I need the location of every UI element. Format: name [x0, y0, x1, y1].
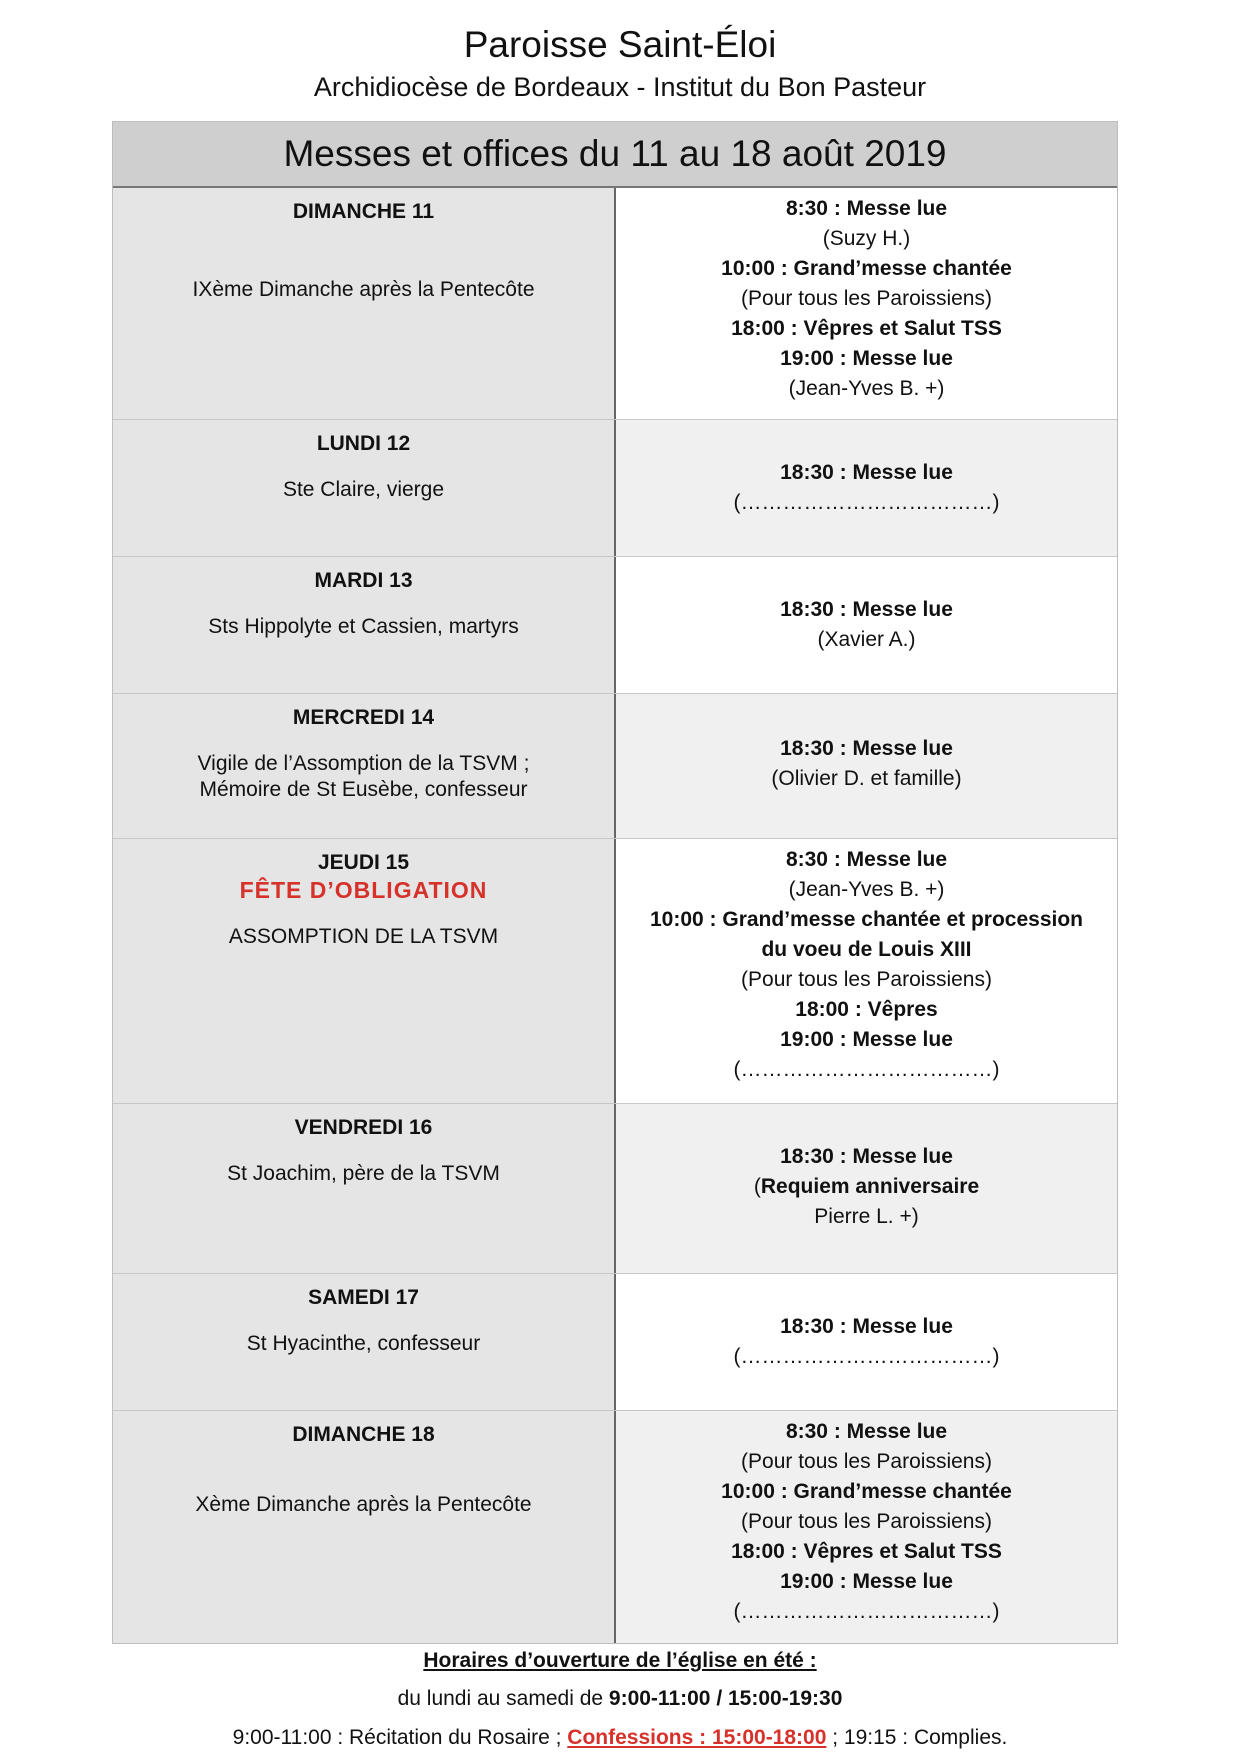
mass-time: 10:00 :	[721, 1480, 788, 1503]
day-label: MERCREDI 14	[292, 706, 435, 729]
mass-label: Vêpres et Salut TSS	[797, 317, 1002, 340]
weekday-hours: 9:00-11:00 / 15:00-19:30	[608, 1687, 843, 1710]
mass-time: 10:00 :	[721, 257, 788, 280]
mass-time: 18:00 :	[795, 998, 862, 1021]
schedule-table	[112, 121, 1118, 1644]
mass-time: 18:30 :	[780, 737, 847, 760]
mass-label: Messe lue	[846, 1570, 953, 1593]
day-label: DIMANCHE 18	[292, 1423, 435, 1446]
opening-hours-heading: Horaires d’ouverture de l’église en été :	[423, 1649, 817, 1672]
mass-cell	[616, 694, 1117, 838]
activities-line	[0, 1726, 1240, 1750]
mass-intention: (………………………………)	[733, 1600, 1000, 1623]
mass-time: 8:30 :	[785, 1420, 841, 1443]
mass-cell	[616, 420, 1117, 556]
confessions-hours: Confessions : 15:00-18:00	[567, 1726, 827, 1749]
day-cell	[113, 1411, 616, 1643]
mass-time: 8:30 :	[785, 848, 841, 871]
feast-label: Vigile de l’Assomption de la TSVM ;	[197, 752, 530, 775]
feast-label: St Joachim, père de la TSVM	[227, 1162, 500, 1185]
mass-cell	[616, 188, 1117, 419]
parish-subtitle: Archidiocèse de Bordeaux - Institut du Bon Pasteur	[313, 72, 927, 102]
schedule-row-friday-16	[113, 1104, 1117, 1274]
schedule-row-wednesday-14	[113, 694, 1117, 839]
mass-cell	[616, 1274, 1117, 1410]
day-cell	[113, 694, 616, 838]
mass-time: 18:30 :	[780, 1315, 847, 1338]
day-label: LUNDI 12	[316, 432, 411, 455]
mass-label: Messe lue	[846, 1315, 953, 1338]
mass-time: 19:00 :	[780, 1028, 847, 1051]
mass-cell	[616, 557, 1117, 693]
complines-text: ; 19:15 : Complies.	[826, 1726, 1008, 1749]
mass-label-continued: du voeu de Louis XIII	[761, 938, 972, 961]
mass-time: 8:30 :	[785, 197, 841, 220]
mass-intention: (Pour tous les Paroissiens)	[741, 287, 992, 310]
mass-intention: (………………………………)	[733, 1345, 1000, 1368]
mass-label: Grand’messe chantée et procession	[716, 908, 1084, 931]
mass-intention: Pierre L. +)	[814, 1205, 919, 1228]
mass-cell	[616, 1104, 1117, 1273]
mass-label: Messe lue	[840, 848, 948, 871]
mass-label: Messe lue	[846, 737, 953, 760]
mass-label: Messe lue	[846, 461, 953, 484]
mass-time: 10:00 :	[649, 908, 717, 931]
mass-intention-open: (	[753, 1175, 761, 1198]
day-cell	[113, 1104, 616, 1273]
feast-label: Xème Dimanche après la Pentecôte	[195, 1493, 532, 1516]
opening-hours-line	[0, 1687, 1240, 1711]
day-label: JEUDI 15	[317, 851, 410, 874]
feast-label: ASSOMPTION DE LA TSVM	[228, 925, 499, 948]
mass-time: 18:00 :	[731, 317, 798, 340]
day-label: DIMANCHE 11	[292, 200, 435, 223]
rosary-text: 9:00-11:00 : Récitation du Rosaire ;	[232, 1726, 568, 1749]
mass-cell	[616, 1411, 1117, 1643]
day-label: MARDI 13	[314, 569, 413, 592]
mass-label: Vêpres et Salut TSS	[797, 1540, 1002, 1563]
mass-label: Messe lue	[846, 347, 953, 370]
mass-cell	[616, 839, 1117, 1103]
mass-label: Vêpres	[861, 998, 938, 1021]
mass-label: Messe lue	[846, 598, 953, 621]
day-cell	[113, 188, 616, 419]
day-cell	[113, 420, 616, 556]
feast-label: IXème Dimanche après la Pentecôte	[192, 278, 535, 301]
schedule-row-tuesday-13	[113, 557, 1117, 694]
mass-time: 18:00 :	[731, 1540, 798, 1563]
mass-intention: (Jean-Yves B. +)	[788, 878, 945, 901]
parish-title: Paroisse Saint-Éloi	[463, 24, 777, 65]
mass-intention: (Olivier D. et famille)	[771, 767, 962, 790]
schedule-row-saturday-17	[113, 1274, 1117, 1411]
feast-label: St Hyacinthe, confesseur	[246, 1332, 481, 1355]
weekday-prefix: du lundi au samedi de	[397, 1687, 609, 1710]
requiem-label: Requiem anniversaire	[760, 1175, 980, 1198]
mass-label: Grand’messe chantée	[787, 1480, 1012, 1503]
mass-label: Messe lue	[846, 1145, 953, 1168]
mass-intention: (Xavier A.)	[817, 628, 916, 651]
schedule-row-sunday-18	[113, 1411, 1117, 1643]
feast-label: Sts Hippolyte et Cassien, martyrs	[208, 615, 519, 638]
mass-time: 18:30 :	[780, 598, 847, 621]
mass-time: 19:00 :	[780, 347, 847, 370]
mass-intention: (Pour tous les Paroissiens)	[741, 1450, 992, 1473]
mass-intention: (………………………………)	[733, 1058, 1000, 1081]
day-label: VENDREDI 16	[294, 1116, 433, 1139]
schedule-row-thursday-15	[113, 839, 1117, 1104]
mass-time: 19:00 :	[780, 1570, 847, 1593]
schedule-row-monday-12	[113, 420, 1117, 557]
mass-label: Messe lue	[840, 197, 948, 220]
week-title: Messes et offices du 11 au 18 août 2019	[113, 122, 1117, 188]
mass-intention: (Pour tous les Paroissiens)	[741, 968, 992, 991]
mass-label: Messe lue	[840, 1420, 948, 1443]
day-cell	[113, 1274, 616, 1410]
mass-label: Messe lue	[846, 1028, 953, 1051]
day-cell	[113, 557, 616, 693]
mass-time: 18:30 :	[780, 1145, 847, 1168]
mass-label: Grand’messe chantée	[787, 257, 1012, 280]
obligation-label: FÊTE D’OBLIGATION	[239, 877, 488, 903]
schedule-row-sunday-11	[113, 188, 1117, 420]
mass-intention: (Jean-Yves B. +)	[788, 377, 945, 400]
day-cell	[113, 839, 616, 1103]
mass-time: 18:30 :	[780, 461, 847, 484]
day-label: SAMEDI 17	[308, 1286, 419, 1309]
feast-label: Ste Claire, vierge	[282, 478, 445, 501]
mass-intention: (Suzy H.)	[822, 227, 911, 250]
mass-intention: (………………………………)	[733, 491, 1000, 514]
mass-intention: (Pour tous les Paroissiens)	[741, 1510, 992, 1533]
feast-label: Mémoire de St Eusèbe, confesseur	[199, 778, 528, 801]
